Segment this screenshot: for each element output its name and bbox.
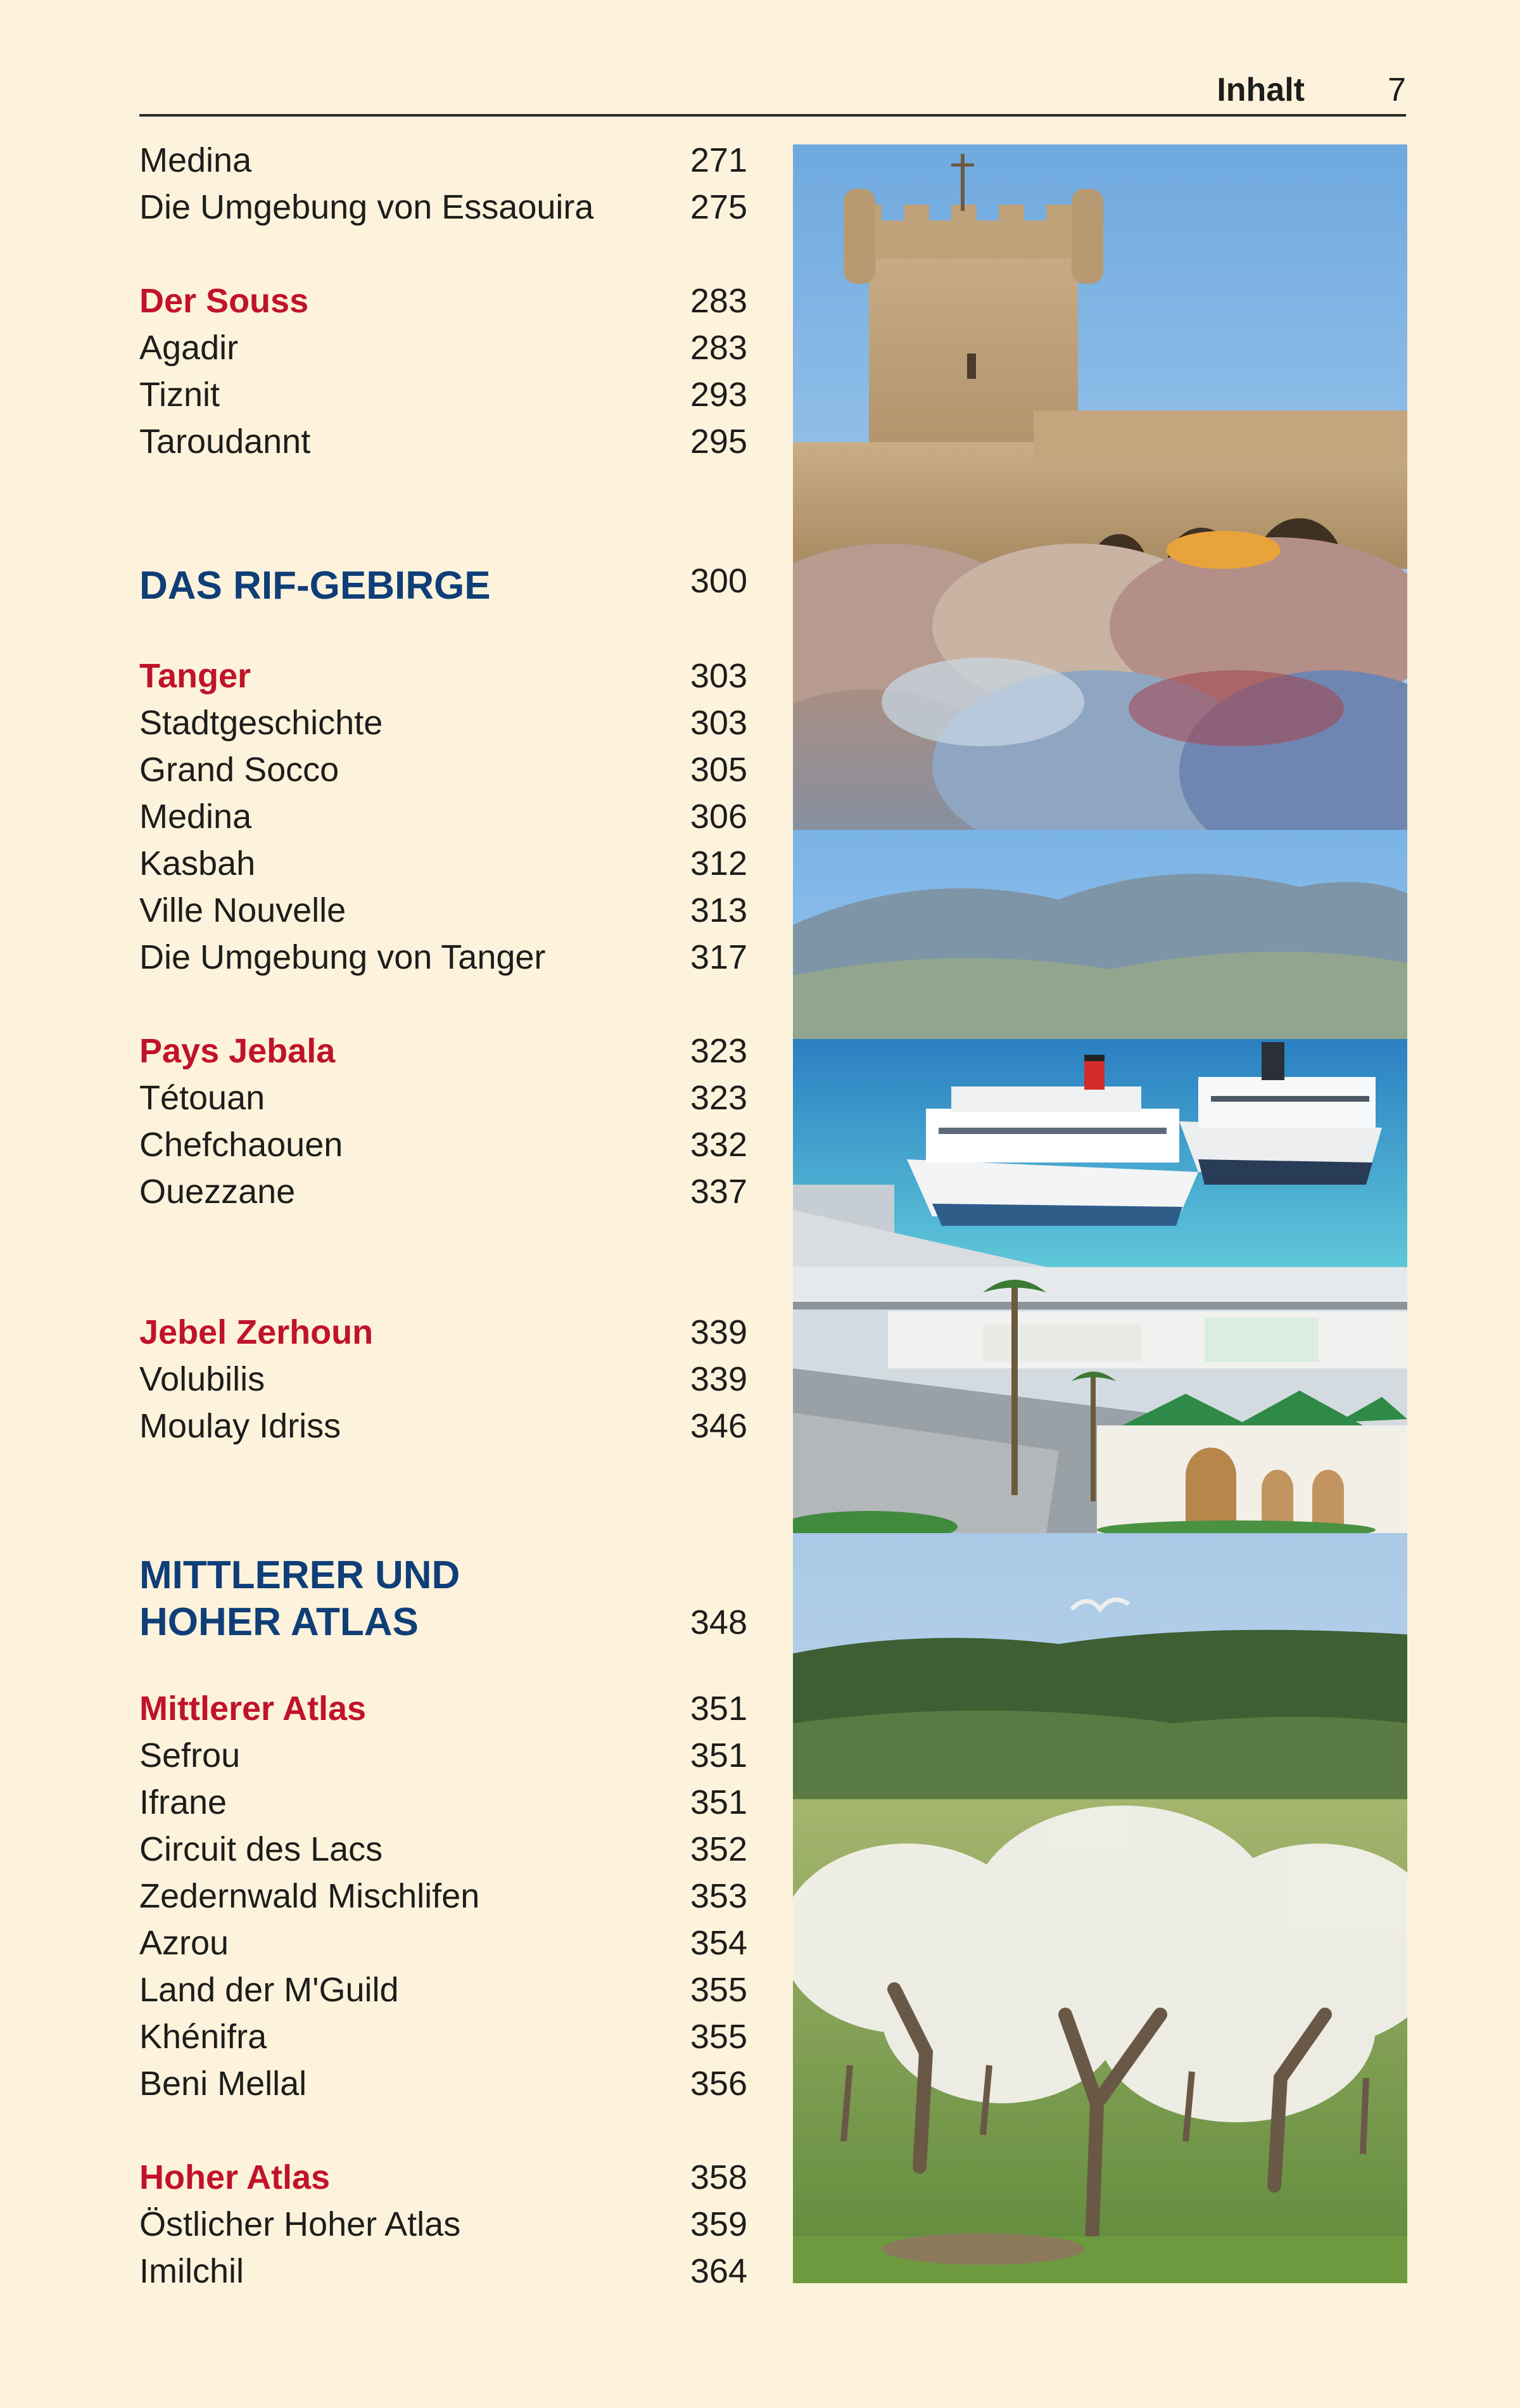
toc-entry-page: 306 xyxy=(690,798,747,836)
toc-entry-page: 339 xyxy=(690,1313,747,1351)
toc-entry[interactable] xyxy=(139,2201,747,2248)
toc-entry[interactable] xyxy=(139,1966,747,2013)
toc-entry-page: 351 xyxy=(690,1690,747,1728)
toc-entry-page: 352 xyxy=(690,1830,747,1868)
toc-subchapter-label: Jebel Zerhoun xyxy=(139,1313,374,1351)
toc-entry-page: 293 xyxy=(690,376,747,414)
toc-entry-page: 283 xyxy=(690,329,747,367)
toc-entry[interactable] xyxy=(139,137,747,184)
toc-entry-page: 323 xyxy=(690,1079,747,1117)
toc-subchapter[interactable] xyxy=(139,277,747,324)
toc-entry-page: 305 xyxy=(690,751,747,789)
toc-entry-label: Die Umgebung von Essaouira xyxy=(139,188,594,226)
table-of-contents xyxy=(139,0,747,2408)
toc-entry[interactable] xyxy=(139,2013,747,2060)
toc-entry-label: Grand Socco xyxy=(139,751,339,789)
toc-chapter-label: DAS RIF-GEBIRGE xyxy=(139,564,491,608)
toc-entry-page: 348 xyxy=(690,1603,747,1641)
toc-entry-page: 283 xyxy=(690,282,747,320)
toc-entry-label: Ifrane xyxy=(139,1783,227,1821)
photo-column xyxy=(793,144,1407,2283)
photo-fortress-nets xyxy=(793,144,1407,830)
toc-chapter-label-line: HOHER ATLAS xyxy=(139,1600,419,1644)
toc-entry-page: 332 xyxy=(690,1126,747,1164)
photo-cruise-harbour xyxy=(793,830,1407,1267)
toc-entry[interactable] xyxy=(139,184,747,231)
toc-subchapter-label: Mittlerer Atlas xyxy=(139,1690,367,1728)
toc-entry-label: Kasbah xyxy=(139,844,256,882)
toc-entry-page: 353 xyxy=(690,1877,747,1915)
toc-subchapter[interactable] xyxy=(139,2154,747,2201)
toc-entry-page: 312 xyxy=(690,844,747,882)
toc-entry-label: Sefrou xyxy=(139,1736,241,1774)
toc-entry[interactable] xyxy=(139,2248,747,2295)
toc-entry-label: Die Umgebung von Tanger xyxy=(139,938,546,976)
toc-entry[interactable] xyxy=(139,934,747,981)
toc-entry-page: 354 xyxy=(690,1924,747,1962)
toc-entry-page: 339 xyxy=(690,1360,747,1398)
toc-entry-page: 364 xyxy=(690,2252,747,2290)
toc-entry-label: Ouezzane xyxy=(139,1173,296,1211)
toc-entry[interactable] xyxy=(139,1732,747,1779)
toc-entry[interactable] xyxy=(139,324,747,371)
toc-entry-page: 323 xyxy=(690,1032,747,1070)
toc-entry-label: Stadtgeschichte xyxy=(139,704,383,742)
toc-entry[interactable] xyxy=(139,840,747,887)
toc-subchapter[interactable] xyxy=(139,653,747,699)
header-section-title: Inhalt xyxy=(1217,72,1305,108)
toc-chapter[interactable] xyxy=(139,563,747,609)
toc-entry-page: 355 xyxy=(690,2018,747,2056)
toc-entry-page: 313 xyxy=(690,891,747,929)
toc-entry-label: Beni Mellal xyxy=(139,2065,307,2103)
toc-entry[interactable] xyxy=(139,1403,747,1449)
toc-entry[interactable] xyxy=(139,1121,747,1168)
toc-entry-page: 358 xyxy=(690,2158,747,2196)
toc-entry-label: Zedernwald Mischlifen xyxy=(139,1877,480,1915)
toc-entry-page: 337 xyxy=(690,1173,747,1211)
toc-entry-label: Azrou xyxy=(139,1924,229,1962)
toc-entry-page: 355 xyxy=(690,1971,747,2009)
toc-entry-page: 271 xyxy=(690,141,747,179)
toc-entry-page: 351 xyxy=(690,1736,747,1774)
toc-entry-label: Chefchaouen xyxy=(139,1126,343,1164)
toc-entry[interactable] xyxy=(139,746,747,793)
toc-subchapter[interactable] xyxy=(139,1309,747,1356)
toc-chapter-label-line: MITTLERER UND xyxy=(139,1553,460,1597)
toc-entry-label: Tiznit xyxy=(139,376,220,414)
toc-subchapter[interactable] xyxy=(139,1685,747,1732)
toc-entry-page: 356 xyxy=(690,2065,747,2103)
toc-entry-label: Medina xyxy=(139,798,252,836)
toc-subchapter[interactable] xyxy=(139,1028,747,1074)
toc-entry-label: Circuit des Lacs xyxy=(139,1830,383,1868)
toc-entry-page: 303 xyxy=(690,657,747,695)
toc-entry-page: 300 xyxy=(690,562,747,600)
toc-entry[interactable] xyxy=(139,1074,747,1121)
toc-subchapter-label: Der Souss xyxy=(139,282,309,320)
toc-entry-label: Medina xyxy=(139,141,252,179)
toc-subchapter-label: Tanger xyxy=(139,657,251,695)
toc-entry[interactable] xyxy=(139,371,747,418)
toc-entry[interactable] xyxy=(139,2060,747,2107)
toc-entry-page: 317 xyxy=(690,938,747,976)
toc-entry-label: Imilchil xyxy=(139,2252,244,2290)
toc-entry-label: Land der M'Guild xyxy=(139,1971,399,2009)
photo-blossom-orchard xyxy=(793,1533,1407,2283)
toc-entry[interactable] xyxy=(139,887,747,934)
toc-entry-label: Agadir xyxy=(139,329,239,367)
toc-entry[interactable] xyxy=(139,793,747,840)
toc-entry-page: 346 xyxy=(690,1407,747,1445)
toc-entry[interactable] xyxy=(139,1826,747,1873)
toc-entry-page: 351 xyxy=(690,1783,747,1821)
toc-entry-label: Ville Nouvelle xyxy=(139,891,346,929)
toc-chapter[interactable] xyxy=(139,1552,747,1646)
toc-entry-page: 303 xyxy=(690,704,747,742)
photo-port-terminal xyxy=(793,1267,1407,1533)
toc-entry[interactable] xyxy=(139,1779,747,1826)
toc-entry-label: Khénifra xyxy=(139,2018,267,2056)
toc-entry[interactable] xyxy=(139,1873,747,1920)
toc-entry[interactable] xyxy=(139,418,747,465)
toc-subchapter-label: Hoher Atlas xyxy=(139,2158,331,2196)
toc-subchapter-label: Pays Jebala xyxy=(139,1032,336,1070)
toc-entry-page: 295 xyxy=(690,423,747,461)
toc-entry-label: Moulay Idriss xyxy=(139,1407,341,1445)
toc-entry-label: Östlicher Hoher Atlas xyxy=(139,2205,461,2243)
toc-entry[interactable] xyxy=(139,1920,747,1966)
toc-entry-page: 275 xyxy=(690,188,747,226)
toc-entry[interactable] xyxy=(139,1356,747,1403)
toc-entry-label: Taroudannt xyxy=(139,423,311,461)
toc-entry-label: Tétouan xyxy=(139,1079,265,1117)
toc-entry[interactable] xyxy=(139,1168,747,1215)
header-page-number: 7 xyxy=(1388,72,1406,108)
toc-entry-page: 359 xyxy=(690,2205,747,2243)
toc-entry-label: Volubilis xyxy=(139,1360,265,1398)
toc-entry[interactable] xyxy=(139,699,747,746)
